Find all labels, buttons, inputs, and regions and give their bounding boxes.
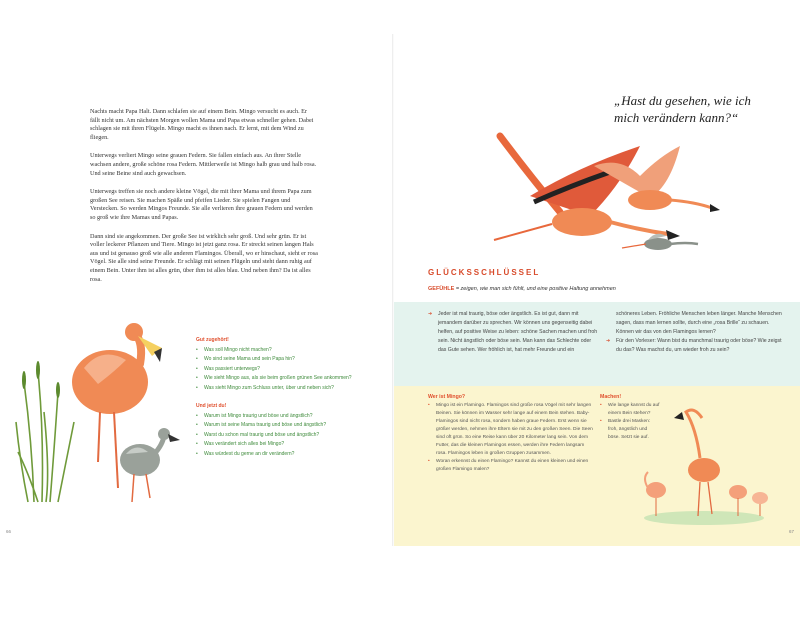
questions-you [196, 402, 386, 460]
activity-item: • Wie lange kannst du auf einem Bein stehen? [600, 402, 660, 418]
who-is-mingo-heading: Wer ist Mingo? [428, 394, 466, 400]
activity-item: • Bastle drei Masken: froh, ängstlich und böse. Setzt sie auf. [600, 418, 660, 442]
arrow-icon: ➜ [606, 338, 611, 344]
question-item: • Was passiert unterwegs? [196, 365, 386, 375]
question-item: • Warum ist seine Mama traurig und böse und ängstlich? [196, 421, 386, 431]
flamingos-illustration [14, 312, 194, 506]
info-item: • Woran erkennst du einen Flamingo? Kannst du einen kleinen und einen großen Flamingo malen? [428, 458, 596, 474]
page-title: „Hast du gesehen, wie ich mich verändern kann?“ [614, 93, 751, 125]
question-item: • Was würdest du gerne an dir verändern? [196, 450, 386, 460]
standing-flamingos-illustration [634, 398, 800, 528]
page-number: 66 [6, 529, 12, 534]
info-item: • Mingo ist ein Flamingo. Flamingos sind große rosa Vögel mit sehr langen Beinen. Sie können im Wasser sehr lange auf einem Bein stehen. Baby-Flamingos sind nicht rosa, sondern haben graue Federn. Erst wenn sie größer werden, nehmen ihre Eltern sie mit zu den großen Seen. Die Seen sind oft grün. So eine Reise kann über 20 Kilometer lang sein. Von dem Futter, das die kleinen Flamingos essen, werden ihre Federn langsam rosa. Flamingos leben in großen Gruppen zusammen. [428, 402, 596, 458]
question-item: • Wie sieht Mingo aus, als sie beim großen grünen See ankommen? [196, 374, 386, 384]
question-item: • Was soll Mingo nicht machen? [196, 346, 386, 356]
do-it-heading: Machen! [600, 394, 622, 400]
book-spread [0, 34, 800, 546]
question-item: • Wo sind seine Mama und sein Papa hin? [196, 355, 386, 365]
questions-listened [196, 336, 386, 394]
question-item: • Warst du schon mal traurig und böse und ängstlich? [196, 431, 386, 441]
who-is-mingo-box [428, 394, 596, 474]
key-label: GEFÜHLE [428, 286, 455, 292]
question-item: • Was sieht Mingo zum Schluss unter, über und neben sich? [196, 384, 386, 394]
question-item: • Warum ist Mingo traurig und böse und ängstlich? [196, 412, 386, 422]
story-text [90, 108, 318, 294]
story-paragraph: Unterwegs verliert Mingo seine grauen Federn. Sie fallen einfach aus. An ihrer Stelle wachsen andere, große schöne rosa Federn. Mittlerweile ist Mingo halb grau und halb rosa. Und seine Beine sind auch gewachsen. [90, 152, 317, 177]
arrow-icon: ➜ [428, 311, 433, 317]
question-item: • Was verändert sich alles bei Mingo? [196, 440, 386, 450]
green-left-text: Jeder ist mal traurig, böse oder ängstlich. Es ist gut, dann mit jemandem darüber zu sprechen. Wir können uns gegenseitig dabei helfen, auf positive Weise zu leben: schöne Sachen machen und froh sein. Nicht ängstlich oder böse sein. Man kann das Schlechte oder das Gute sehen. Wer fröhlich ist, hat mehr Freunde und ein [438, 311, 598, 353]
green-left-column [428, 310, 600, 355]
questions-heading: Gut zugehört! [196, 337, 229, 343]
key-text: = zeigen, wie man sich fühlt, und eine positive Haltung annehmen [455, 286, 616, 292]
right-page [394, 34, 800, 546]
story-paragraph: Dann sind sie angekommen. Der große See ist wirklich sehr groß. Und sehr grün. Er ist voller leckerer Pflanzen und Tiere. Mingo ist jetzt ganz rosa. Er streckt seinen langen Hals aus und ist genauso groß wie alle anderen Flamingos. Überall, wo er hinschaut, sieht er rosa Vögel. Sie alle sind seine Freunde. Er schlägt mit seinen Flügeln und steht dann ruhig auf einem Bein. Unter ihm ist alles grün, über ihm ist alles blau. Und neben ihm? Da ist alles rosa. [90, 232, 318, 283]
key-title: GLÜCKSSCHLÜSSEL [428, 268, 541, 277]
questions-heading: Und jetzt du! [196, 403, 227, 409]
flying-flamingos-illustration [490, 126, 720, 256]
green-right-text-2: Für den Vorleser: Wann bist du manchmal traurig oder böse? Wie zeigst du das? Was machst du, um wieder froh zu sein? [616, 338, 782, 353]
green-right-column [606, 310, 786, 355]
key-definition [428, 286, 616, 292]
story-paragraph: Nachts macht Papa Halt. Dann schlafen sie auf einem Bein. Mingo versucht es auch. Er fällt nicht um. Am nächsten Morgen wollen Mama und Papa etwas schneller gehen. Dabei schlagen sie mit ihren Flügeln. Mingo macht es ihnen nach. Er lernt, mit dem Wind zu fliegen. [90, 108, 314, 141]
page-number: 67 [788, 529, 794, 534]
green-right-text-1: schöneres Leben. Fröhliche Menschen leben länger. Manche Menschen sagen, dass man lernen sollte, durch eine „rosa Brille“ zu schauen. Können wir das von den Flamingos lernen? [616, 311, 782, 335]
left-page [0, 34, 392, 546]
story-paragraph: Unterwegs treffen sie noch andere kleine Vögel, die mit ihrer Mama und ihrem Papa zum großen See reisen. Sie machen Späße und pfeifen Lieder. Sie spielen Fangen und Verstecken. So werden Mingos Freunde. Sie alle verlieren ihre grauen Federn und werden so groß wie ihre Mamas und Papas. [90, 188, 313, 221]
